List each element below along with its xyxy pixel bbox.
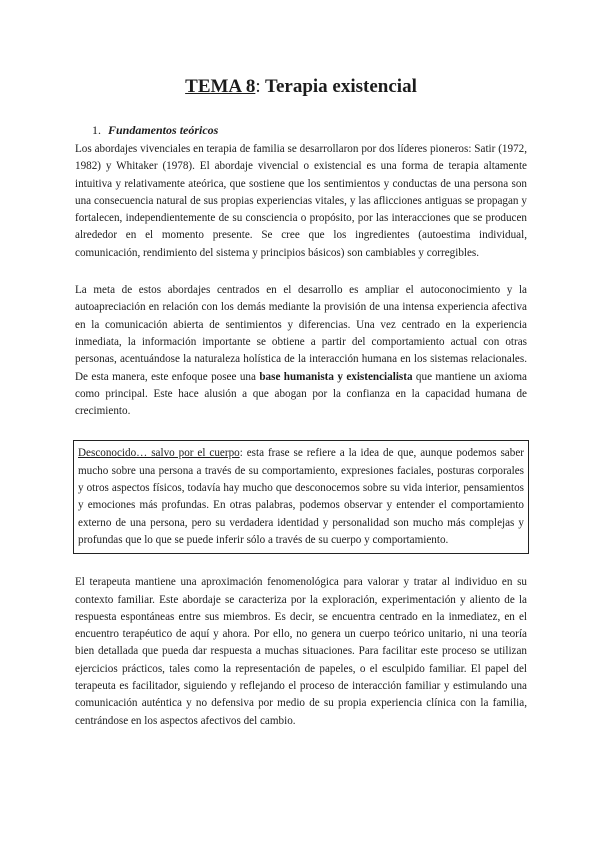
paragraph-gap (75, 420, 527, 440)
title-tema: TEMA 8 (185, 76, 256, 97)
paragraph-3: El terapeuta mantiene una aproximación fenomenológica para valorar y tratar al individuo en su contexto familiar. Este abordaje se caracteriza por la exploración, experimentación y aliento de la respuesta espontáneas entre sus miembros. Es decir, se encuentra centrado en la inmediatez, en el encuentro terapéutico de aquí y ahora. Por ello, no genera un cuerpo teórico unitario, ni una teoría bien detallada que pueda dar respuesta a muchas situaciones. Para facilitar este proceso se utilizan ejercicios prácticos, tales como la representación de papeles, o el esculpido familiar. El papel del terapeuta es facilitador, siguiendo y reflejando el proceso de interacción familiar y estimulando una comunicación auténtica y no defensiva por medio de su propia experiencia clínica con la familia, centrándose en los aspectos afectivos del cambio. (75, 576, 527, 727)
page-title (75, 76, 527, 98)
section-number: 1. (92, 123, 101, 137)
title-separator: : (255, 76, 261, 97)
box-underlined-phrase: Desconocido… salvo por el cuerpo (78, 447, 240, 460)
paragraph-2-bold: base humanista y existencialista (259, 370, 413, 383)
box-text (78, 445, 524, 549)
paragraph-2-end: que mantiene un axioma como principal. Este hace alusión a que abogan por la confianza en la capacidad humana de crecimiento. (75, 370, 527, 418)
paragraph-2 (75, 282, 527, 420)
section-heading-text: Fundamentos teóricos (108, 123, 219, 137)
paragraph-gap (75, 262, 527, 282)
title-subtitle: Terapia existencial (260, 76, 417, 97)
highlight-box (73, 440, 529, 554)
paragraph-2-start: La meta de estos abordajes centrados en el desarrollo es ampliar el autoconocimiento y la autoapreciación en relación con los demás mediante la provisión de una intensa experiencia afectiva en la comunicación abierta de sentimientos y diferencias. Una vez centrado en la experiencia inmediata, la información importante se obtiene a partir del comportamiento actual con otras personas, acentuándose la naturaleza holística de la interacción humana en los sistemas relacionales. De esta manera, este enfoque posee una (75, 284, 527, 383)
paragraph-1: Los abordajes vivenciales en terapia de familia se desarrollaron por dos líderes pioneros: Satir (1972, 1982) y Whitaker (1978). El abordaje vivencial o existencial es una forma de terapia altamente intuitiva y relativamente ateórica, que sostiene que los sentimientos y conductas de una persona son una consecuencia natural de sus propias experiencias vitales, y las aflicciones antiguas se propagan y fortalecen, independientemente de su consciencia o propósito, por las interacciones que se producen alrededor en el momento presente. Se cree que los ingredientes (autoestima individual, comunicación, rendimiento del sistema y principios básicos) son cambiables y corregibles. (75, 143, 527, 259)
box-body: : esta frase se refiere a la idea de que, aunque podemos saber mucho sobre una persona a través de su comportamiento, expresiones faciales, posturas corporales y otros aspectos físicos, todavía hay mucho que desconocemos sobre su vida interior, pensamientos y emociones más profundas. En otras palabras, podemos observar y entender el comportamiento externo de una persona, pero su verdadera identidad y personalidad son mucho más complejas y profundas que lo que se puede inferir sólo a través de su cuerpo y comportamiento. (78, 447, 524, 546)
paragraph-gap (75, 554, 527, 574)
section-heading (92, 122, 527, 138)
document-page (75, 76, 527, 730)
